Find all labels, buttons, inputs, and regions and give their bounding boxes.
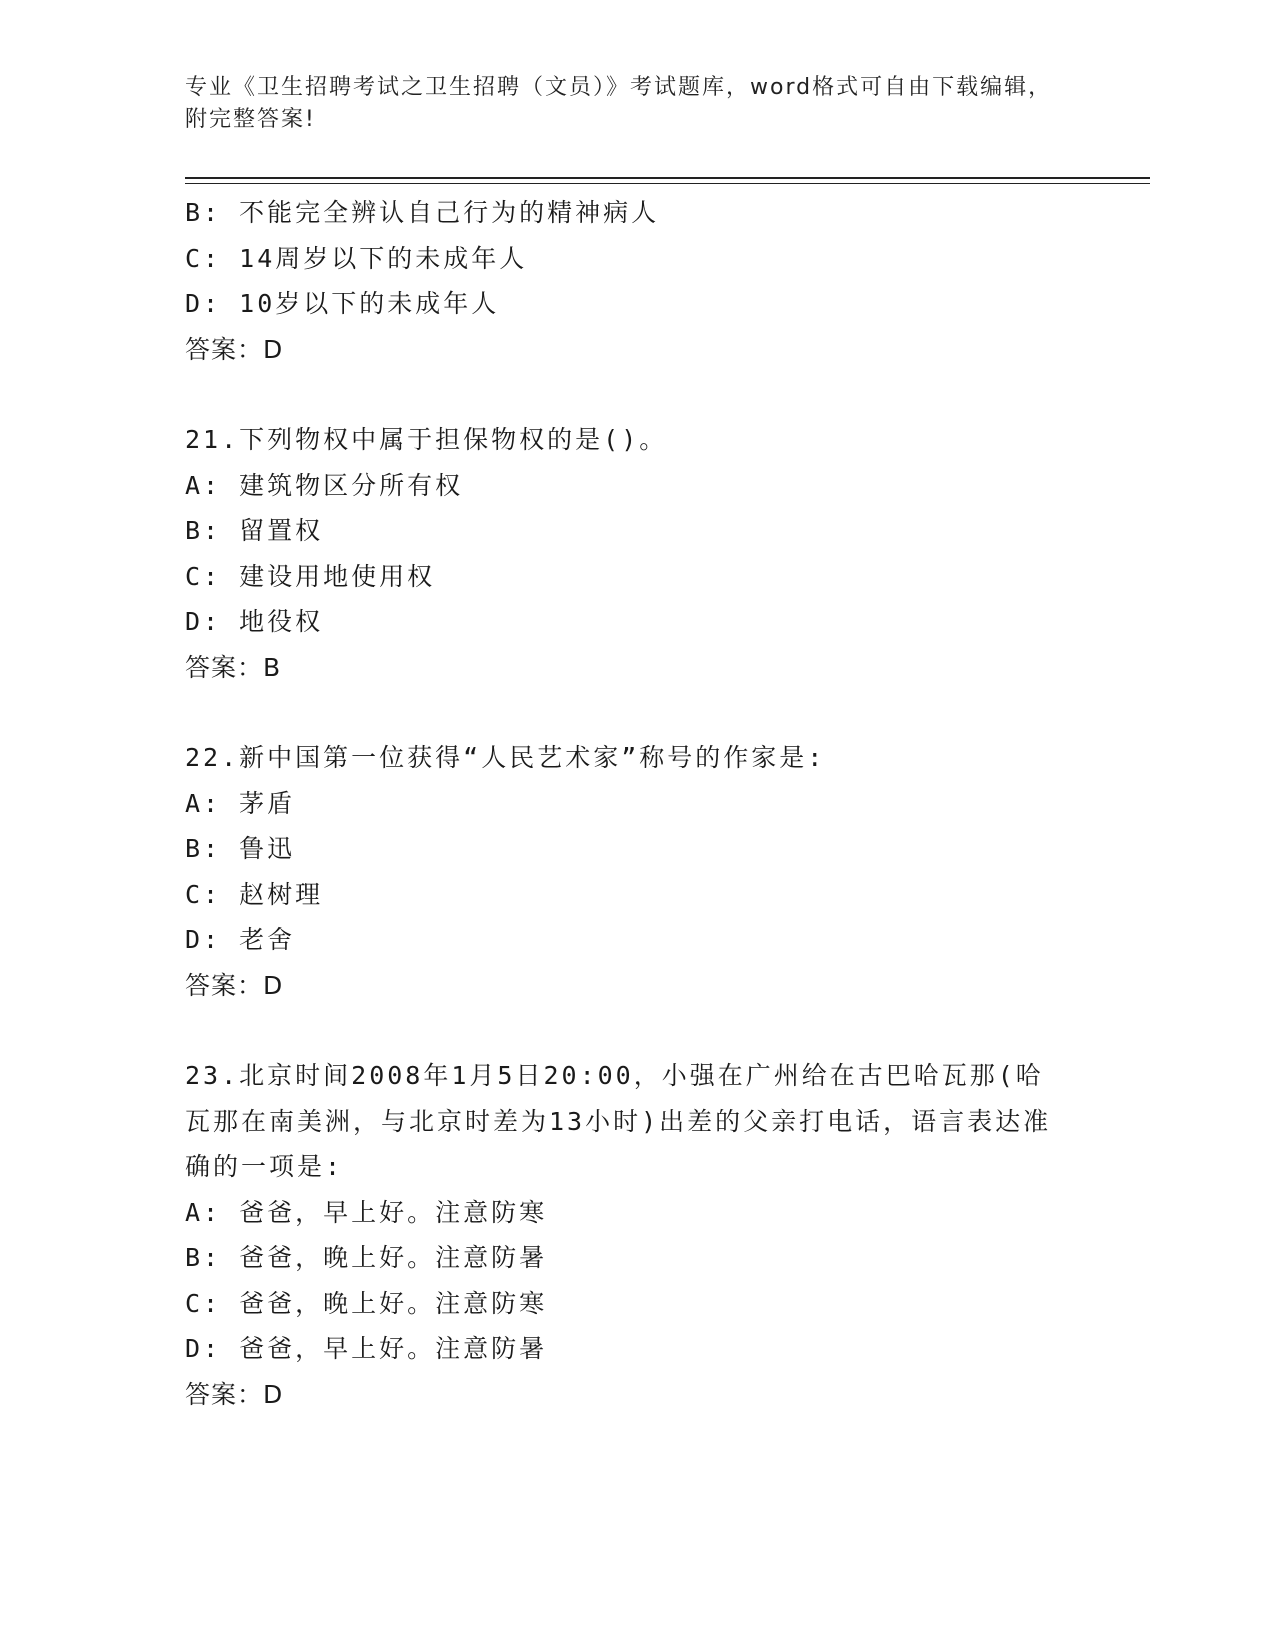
option-d: D: 爸爸，早上好。注意防暑 (185, 1334, 548, 1363)
option-b: B: 不能完全辨认自己行为的精神病人 (185, 198, 660, 227)
question-list (185, 190, 1065, 1417)
option-a: A: 茅盾 (185, 788, 296, 818)
question-21 (185, 417, 1065, 690)
question-23 (185, 1053, 1065, 1417)
option-d: D: 10岁以下的未成年人 (185, 289, 500, 318)
option-d: D: 老舍 (185, 925, 296, 954)
question-22 (185, 735, 1065, 1008)
option-d: D: 地役权 (185, 607, 324, 636)
option-c: C: 赵树理 (185, 879, 324, 909)
document-header: 专业《卫生招聘考试之卫生招聘（文员）》考试题库，word格式可自由下载编辑，附完整答案! (185, 75, 1053, 132)
prev-question-block (185, 190, 1065, 372)
option-b: B: 留置权 (185, 516, 324, 545)
question-stem: 22.新中国第一位获得“人民艺术家”称号的作家是: (185, 743, 826, 772)
option-c: C: 爸爸，晚上好。注意防寒 (185, 1288, 548, 1318)
header-rule-thin (185, 183, 1150, 184)
answer-line: 答案：D (185, 334, 284, 364)
option-b: B: 鲁迅 (185, 834, 296, 863)
option-c: C: 建设用地使用权 (185, 561, 436, 591)
option-a: A: 爸爸，早上好。注意防寒 (185, 1197, 548, 1227)
option-c: C: 14周岁以下的未成年人 (185, 243, 528, 273)
answer-line: 答案：B (185, 652, 282, 682)
question-stem: 23.北京时间2008年1月5日20:00，小强在广州给在古巴哈瓦那(哈瓦那在南美洲，与北京时差为13小时)出差的父亲打电话，语言表达准确的一项是: (185, 1061, 1052, 1181)
option-a: A: 建筑物区分所有权 (185, 470, 464, 500)
header-rule-thick (185, 177, 1150, 179)
question-stem: 21.下列物权中属于担保物权的是()。 (185, 425, 668, 454)
answer-line: 答案：D (185, 970, 284, 1000)
answer-line: 答案：D (185, 1379, 284, 1409)
option-b: B: 爸爸，晚上好。注意防暑 (185, 1243, 548, 1272)
